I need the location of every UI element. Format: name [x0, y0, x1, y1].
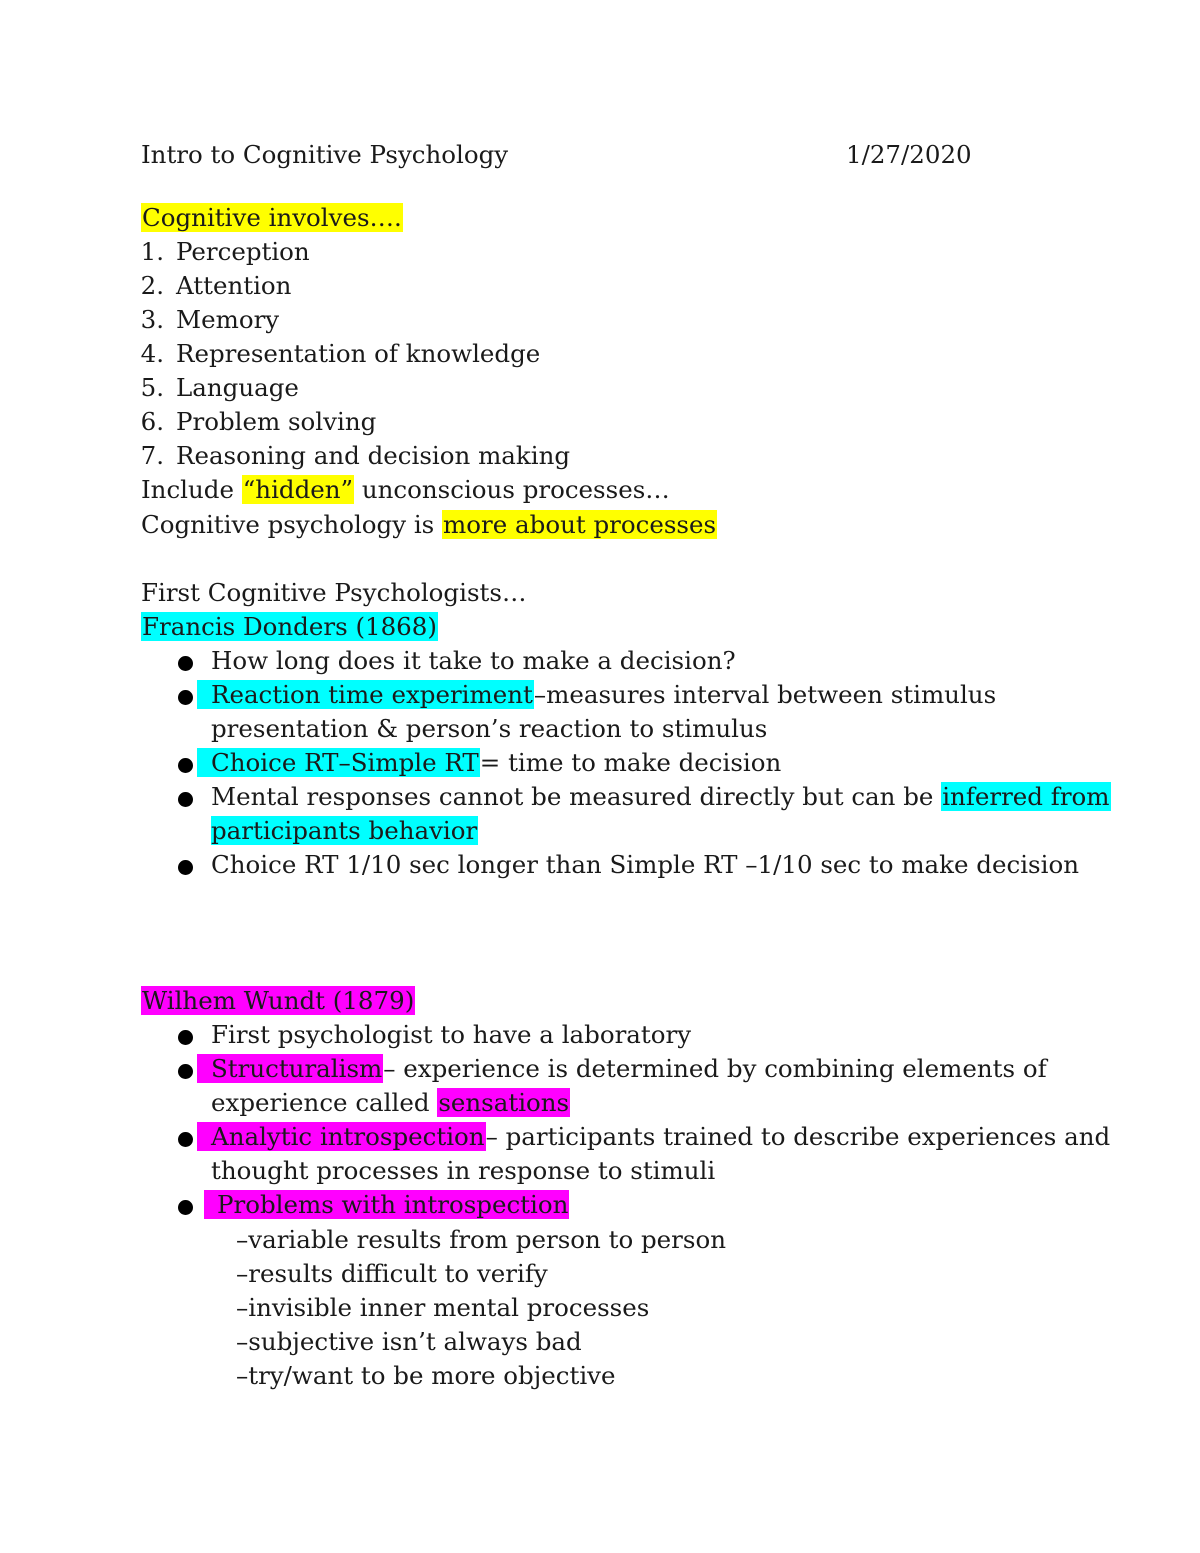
- problem-item: –subjective isn’t always bad: [236, 1327, 582, 1356]
- list-item-text: Memory: [176, 305, 280, 334]
- problem-item: –try/want to be more objective: [236, 1361, 616, 1390]
- problems-highlight: Problems with introspection: [204, 1190, 569, 1219]
- donders-bullet-4-text: Mental responses cannot be measured directly but can be: [211, 782, 942, 811]
- list-item-text: Language: [176, 373, 299, 402]
- list-item: [130, 405, 376, 439]
- list-item: [130, 337, 540, 371]
- bullet-icon: [178, 1132, 193, 1147]
- sensations-highlight: sensations: [438, 1088, 570, 1117]
- list-number: 2.: [140, 271, 164, 300]
- list-item: [130, 439, 570, 473]
- processes-highlight: more about processes: [443, 510, 717, 539]
- list-item: [130, 371, 299, 405]
- donders-bullet-2-cont: presentation & person’s reaction to stimulus: [211, 714, 768, 743]
- list-item: [130, 235, 310, 269]
- bullet-icon: [178, 690, 193, 705]
- wundt-bullet-3-cont: thought processes in response to stimuli: [211, 1156, 716, 1185]
- problem-item: –results difficult to verify: [236, 1259, 548, 1288]
- wundt-bullet-3-text: – participants trained to describe experiences and: [485, 1122, 1111, 1151]
- wundt-heading-highlight: Wilhem Wundt (1879): [142, 986, 415, 1015]
- list-number: 6.: [140, 407, 164, 436]
- include-line: [141, 473, 670, 507]
- page-date: 1/27/2020: [846, 140, 972, 169]
- list-number: 1.: [140, 237, 164, 266]
- wundt-bullet-2-text: – experience is determined by combining elements of: [383, 1054, 1047, 1083]
- hidden-highlight: “hidden”: [242, 475, 354, 504]
- list-item-text: Attention: [176, 271, 292, 300]
- participants-behavior-highlight: participants behavior: [211, 816, 478, 845]
- donders-bullet-4-cont: [211, 814, 478, 848]
- donders-bullet-4: [211, 780, 1111, 814]
- include-text-end: unconscious processes…: [354, 475, 670, 504]
- list-item: [130, 303, 279, 337]
- list-number: 5.: [140, 373, 164, 402]
- donders-bullet-5: Choice RT 1/10 sec longer than Simple RT –1/10 sec to make decision: [211, 850, 1079, 879]
- list-item: [130, 269, 291, 303]
- bullet-icon: [178, 1200, 193, 1215]
- choice-rt-highlight: Choice RT–Simple RT: [197, 748, 480, 777]
- wundt-bullet-4: [204, 1188, 569, 1222]
- wundt-bullet-2: [197, 1052, 1047, 1086]
- problem-item: –invisible inner mental processes: [236, 1293, 650, 1322]
- first-heading: First Cognitive Psychologists…: [141, 578, 527, 607]
- page-title: Intro to Cognitive Psychology: [141, 140, 509, 169]
- reaction-time-highlight: Reaction time experiment: [197, 680, 534, 709]
- donders-heading-highlight: Francis Donders (1868): [142, 612, 437, 641]
- donders-heading: [141, 610, 438, 644]
- donders-bullet-3: [197, 746, 781, 780]
- bullet-icon: [178, 1030, 193, 1045]
- analytic-introspection-highlight: Analytic introspection: [197, 1122, 486, 1151]
- donders-bullet-3-text: = time to make decision: [479, 748, 782, 777]
- list-number: 3.: [140, 305, 164, 334]
- list-item-text: Problem solving: [176, 407, 377, 436]
- list-item-text: Representation of knowledge: [176, 339, 541, 368]
- wundt-bullet-3: [197, 1120, 1110, 1154]
- bullet-icon: [178, 1064, 193, 1079]
- processes-line: [141, 508, 717, 542]
- donders-bullet-2: [197, 678, 996, 712]
- bullet-icon: [178, 656, 193, 671]
- wundt-heading: [141, 984, 415, 1018]
- donders-bullet-2-text: –measures interval between stimulus: [533, 680, 997, 709]
- list-number: 4.: [140, 339, 164, 368]
- problem-item: –variable results from person to person: [236, 1225, 726, 1254]
- cognitive-heading: [141, 201, 403, 235]
- bullet-icon: [178, 860, 193, 875]
- wundt-bullet-2-cont: [211, 1086, 570, 1120]
- processes-text: Cognitive psychology is: [141, 510, 443, 539]
- wundt-bullet-2-cont-text: experience called: [211, 1088, 438, 1117]
- list-item-text: Reasoning and decision making: [176, 441, 571, 470]
- list-number: 7.: [140, 441, 164, 470]
- bullet-icon: [178, 758, 193, 773]
- structuralism-highlight: Structuralism: [197, 1054, 383, 1083]
- cognitive-heading-highlight: Cognitive involves….: [142, 203, 402, 232]
- inferred-highlight: inferred from: [942, 782, 1110, 811]
- bullet-icon: [178, 792, 193, 807]
- include-text: Include: [141, 475, 242, 504]
- donders-bullet-1: How long does it take to make a decision?: [211, 646, 736, 675]
- wundt-bullet-1: First psychologist to have a laboratory: [211, 1020, 692, 1049]
- list-item-text: Perception: [176, 237, 310, 266]
